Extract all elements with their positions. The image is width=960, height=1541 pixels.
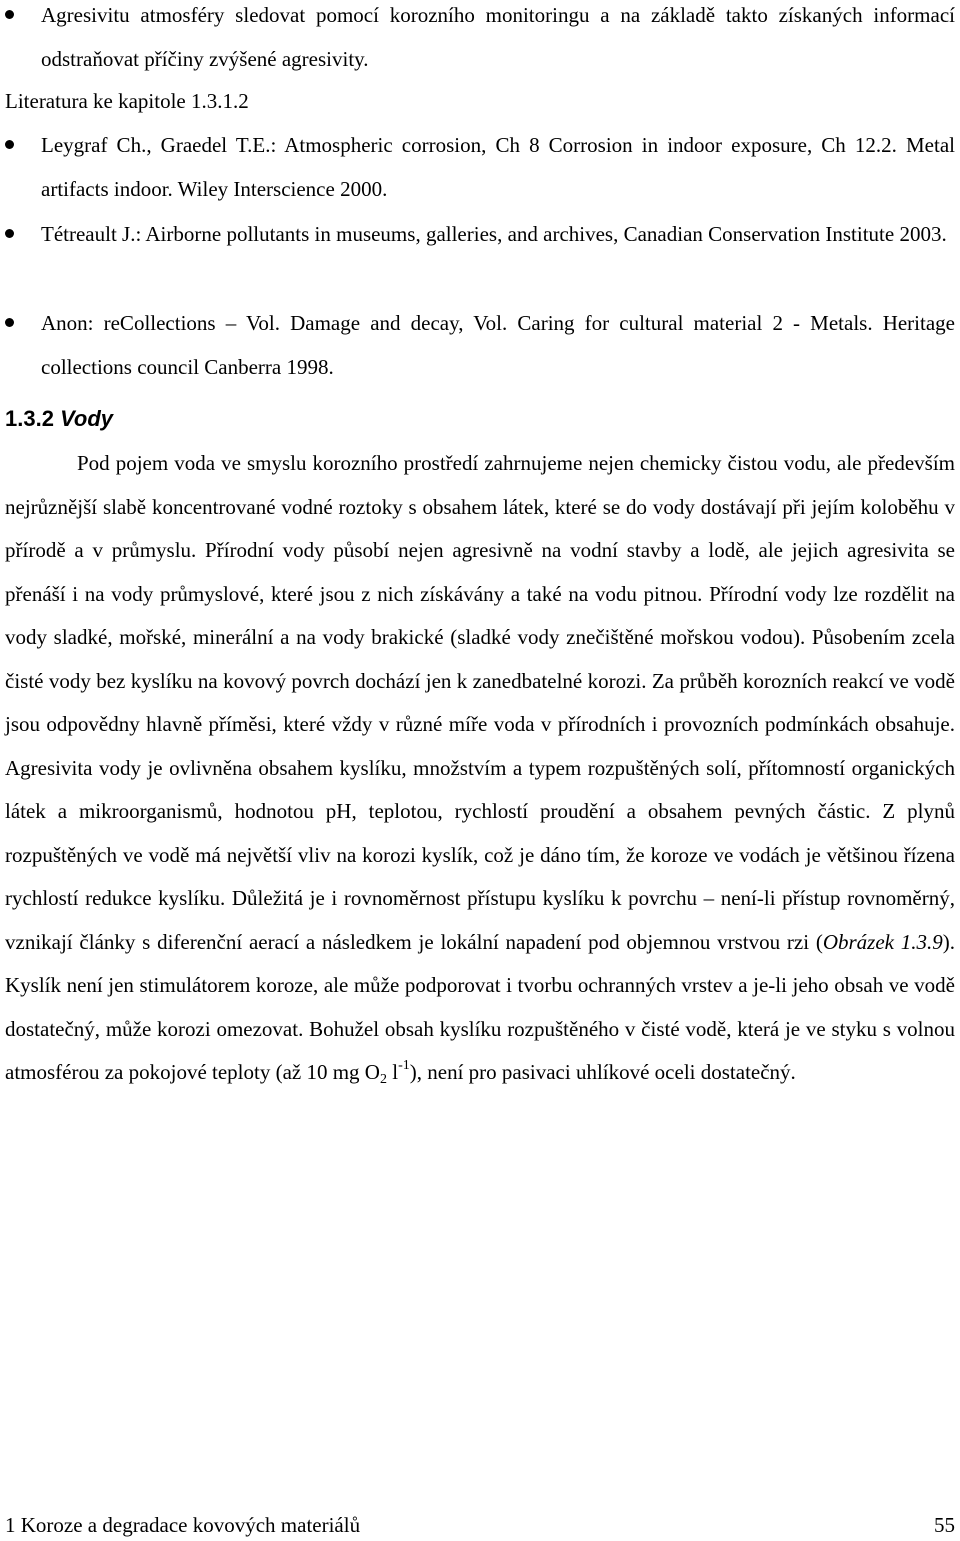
literature-heading: Literatura ke kapitole 1.3.1.2 bbox=[5, 89, 249, 113]
literature-item bbox=[5, 301, 955, 389]
bullet-item bbox=[5, 0, 955, 81]
footer-chapter: 1 Koroze a degradace kovových materiálů bbox=[5, 1513, 361, 1537]
paragraph-text: ), není pro pasivaci uhlíkové oceli dostatečný. bbox=[409, 1060, 796, 1084]
bullet-text: Agresivitu atmosféry sledovat pomocí korozního monitoringu a na základě takto získaných informací odstraňovat příčiny zvýšené agresivity. bbox=[41, 3, 955, 71]
body-paragraph bbox=[5, 442, 955, 1095]
section-number: 1.3.2 bbox=[5, 406, 54, 431]
literature-item bbox=[5, 212, 955, 256]
figure-reference: Obrázek 1.3.9 bbox=[822, 929, 943, 954]
literature-item-text: Anon: reCollections – Vol. Damage and decay, Vol. Caring for cultural material 2 - Metals. Heritage collections council Canberra 1998. bbox=[41, 311, 955, 379]
section-title: Vody bbox=[60, 406, 114, 431]
page-number: 55 bbox=[934, 1513, 955, 1537]
paragraph-text: ). Kyslík není jen stimulátorem koroze, ale může podporovat i tvorbu ochranných vrstev a je-li jeho obsah ve vodě dostatečný, může korozi omezovat. Bohužel obsah kyslíku rozpuštěného v čisté vodě, která je ve styku s volnou atmosférou za pokojové teploty (až 10 mg O bbox=[5, 929, 955, 1084]
paragraph-text: Pod pojem voda ve smyslu korozního prostředí zahrnujeme nejen chemicky čistou vodu, ale především nejrůznější slabě koncentrované vodné roztoky s obsahem látek, které se do vody dostávají při jejím koloběhu v přírodě a v průmyslu. Přírodní vody působí nejen agresivně na vodní stavby a lodě, ale jejich agresivita se přenáší i na vody průmyslové, které jsou z nich získávány a také na vodu pitnou. Přírodní vody lze rozdělit na vody sladké, mořské, minerální a na vody brakické (sladké vody znečištěné mořskou vodou). Působením zcela čisté vody bez kyslíku na kovový povrch dochází jen k zanedbatelné korozi. Za průběh korozních reakcí ve vodě jsou odpovědny hlavně příměsi, které vždy v různé míře voda v přírodních i provozních podmínkách obsahuje. Agresivita vody je ovlivněna obsahem kyslíku, množstvím a typem rozpuštěných solí, přítomností organických látek a mikroorganismů, hodnotou pH, teplotou, rychlostí proudění a obsahem pevných částic. Z plynů rozpuštěných ve vodě má největší vliv na korozi kyslík, což je dáno tím, že koroze ve vodách je většinou řízena rychlostí redukce kyslíku. Důležitá je i rovnoměrnost přístupu kyslíku k povrchu – není-li přístup rovnoměrný, vznikají články s diferenční aerací a následkem je lokální napadení pod objemnou vrstvou rzi ( bbox=[5, 451, 955, 954]
section-heading bbox=[5, 406, 113, 432]
subscript: 2 bbox=[379, 1072, 387, 1087]
literature-item bbox=[5, 123, 955, 211]
page-footer bbox=[5, 1512, 955, 1538]
literature-item-text: Tétreault J.: Airborne pollutants in museums, galleries, and archives, Canadian Conservation Institute 2003. bbox=[41, 222, 947, 246]
superscript: -1 bbox=[398, 1058, 410, 1073]
unit-text: l bbox=[386, 1060, 399, 1084]
bullet-icon bbox=[5, 140, 14, 149]
bullet-icon bbox=[5, 318, 14, 327]
bullet-icon bbox=[5, 10, 14, 19]
literature-item-text: Leygraf Ch., Graedel T.E.: Atmospheric corrosion, Ch 8 Corrosion in indoor exposure, Ch 12.2. Metal artifacts indoor. Wiley Interscience 2000. bbox=[41, 133, 955, 201]
bullet-icon bbox=[5, 229, 14, 238]
